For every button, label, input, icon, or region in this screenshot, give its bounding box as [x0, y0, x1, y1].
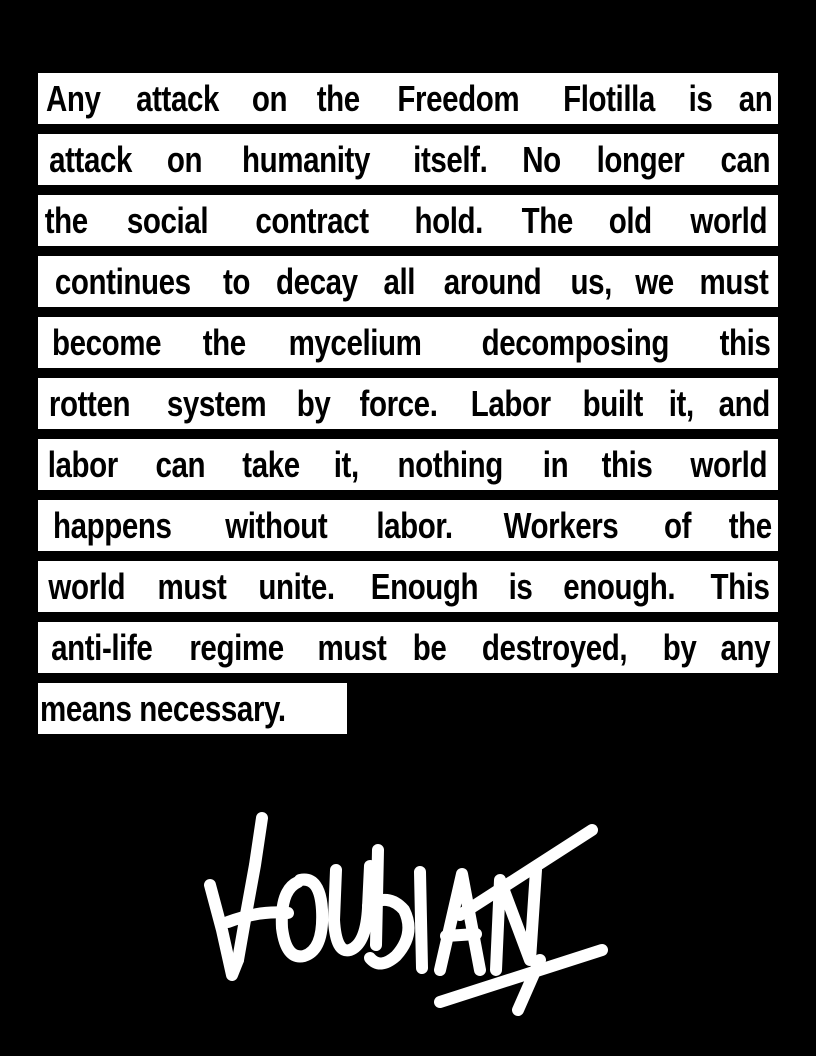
word: anti-life — [51, 626, 153, 668]
word: contract — [255, 199, 369, 241]
word: force. — [359, 382, 438, 424]
text-line — [38, 622, 778, 673]
word: Enough — [370, 565, 479, 607]
word: an — [738, 77, 773, 119]
text-line — [38, 195, 778, 246]
word: of — [663, 504, 691, 546]
word: means necessary. — [40, 687, 286, 729]
word: in — [542, 443, 568, 485]
word: is — [508, 565, 533, 607]
word: Workers — [503, 504, 619, 546]
text-line — [38, 439, 778, 490]
word: No — [522, 138, 561, 180]
word: on — [166, 138, 202, 180]
word: all — [383, 260, 416, 302]
word: labor. — [376, 504, 454, 546]
text-line — [38, 73, 778, 124]
text-line — [38, 134, 778, 185]
word: Freedom — [397, 77, 520, 119]
statement-text-block — [38, 73, 778, 744]
word: continues — [54, 260, 191, 302]
word: be — [413, 626, 447, 668]
word: built — [583, 382, 644, 424]
handwritten-signature-graphic — [200, 810, 620, 1025]
word: enough. — [563, 565, 676, 607]
word: happens — [53, 504, 172, 546]
text-line — [38, 683, 347, 734]
word: to — [222, 260, 250, 302]
text-line — [38, 317, 778, 368]
text-line — [38, 500, 778, 551]
word: must — [317, 626, 387, 668]
text-line — [38, 378, 778, 429]
word: itself. — [413, 138, 488, 180]
word: and — [719, 382, 771, 424]
word: attack — [135, 77, 219, 119]
word: world — [690, 199, 768, 241]
word: This — [710, 565, 770, 607]
word: is — [688, 77, 712, 119]
word: it, — [333, 443, 359, 485]
word: mycelium — [289, 321, 422, 363]
word: the — [202, 321, 246, 363]
word: this — [719, 321, 771, 363]
word: take — [242, 443, 300, 485]
word: on — [252, 77, 288, 119]
word: we — [635, 260, 674, 302]
word: regime — [189, 626, 284, 668]
word: the — [728, 504, 772, 546]
signature-tag — [200, 810, 620, 1025]
word: nothing — [397, 443, 504, 485]
word: world — [690, 443, 768, 485]
word: by — [662, 626, 697, 668]
word: around — [443, 260, 542, 302]
word: social — [127, 199, 209, 241]
word: humanity — [241, 138, 370, 180]
word: attack — [49, 138, 132, 180]
word: Any — [45, 77, 101, 119]
text-line — [38, 256, 778, 307]
word: hold. — [414, 199, 483, 241]
word: it, — [669, 382, 695, 424]
word: any — [720, 626, 771, 668]
word: labor — [47, 443, 118, 485]
word: rotten — [48, 382, 131, 424]
word: the — [44, 199, 88, 241]
word: Labor — [471, 382, 552, 424]
word: this — [601, 443, 652, 485]
word: The — [521, 199, 573, 241]
word: can — [155, 443, 206, 485]
word: decay — [275, 260, 358, 302]
word: old — [608, 199, 653, 241]
word: become — [51, 321, 162, 363]
word: must — [699, 260, 769, 302]
word: world — [48, 565, 126, 607]
word: can — [720, 138, 771, 180]
word: the — [316, 77, 360, 119]
word: by — [296, 382, 331, 424]
word: Flotilla — [563, 77, 656, 119]
word: unite. — [258, 565, 335, 607]
word: longer — [596, 138, 684, 180]
word: system — [166, 382, 266, 424]
word: must — [157, 565, 227, 607]
word: us, — [570, 260, 613, 302]
word: destroyed, — [482, 626, 628, 668]
word: without — [225, 504, 328, 546]
word: decomposing — [481, 321, 669, 363]
text-line — [38, 561, 778, 612]
